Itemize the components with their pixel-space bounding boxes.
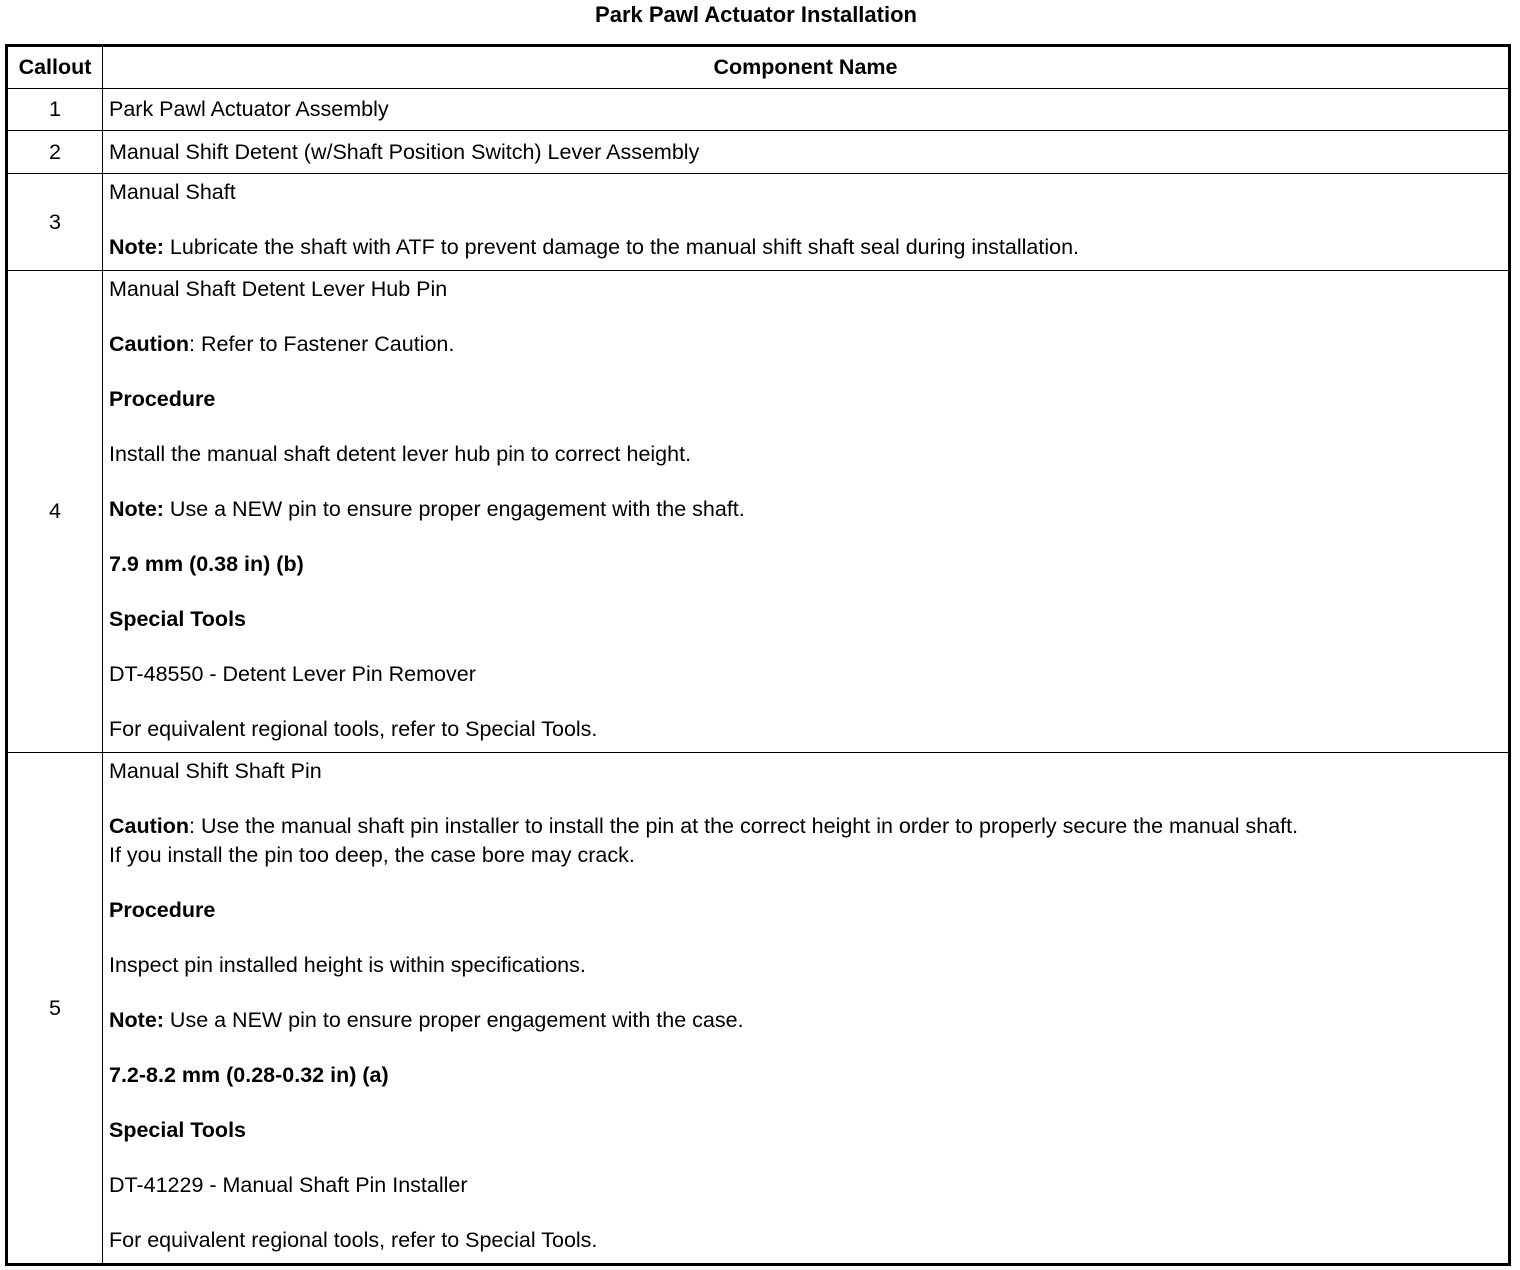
callout-column-header: Callout bbox=[7, 46, 103, 89]
component-name-column-header: Component Name bbox=[103, 46, 1510, 89]
note-text: Lubricate the shaft with ATF to prevent damage to the manual shift shaft seal during installation. bbox=[163, 235, 1079, 259]
callout-number: 3 bbox=[7, 174, 103, 271]
special-tools-heading: Special Tools bbox=[109, 607, 246, 631]
caution-paragraph bbox=[109, 330, 1502, 359]
table-header-row bbox=[7, 46, 1510, 89]
component-name: Manual Shift Detent (w/Shaft Position Switch) Lever Assembly bbox=[103, 131, 1510, 174]
note-label: Note: bbox=[109, 1008, 164, 1032]
component-name: Manual Shaft bbox=[109, 180, 236, 204]
table-row bbox=[7, 89, 1510, 131]
caution-paragraph bbox=[109, 812, 1502, 841]
note-text: Use a NEW pin to ensure proper engagement with the shaft. bbox=[163, 497, 745, 521]
components-table bbox=[5, 44, 1511, 1266]
caution-label: Caution bbox=[109, 332, 190, 356]
special-tools-reference: For equivalent regional tools, refer to Special Tools. bbox=[109, 717, 598, 741]
component-name: Manual Shaft Detent Lever Hub Pin bbox=[109, 277, 448, 301]
procedure-heading: Procedure bbox=[109, 387, 216, 411]
specification-value: 7.9 mm (0.38 in) (b) bbox=[109, 552, 304, 576]
special-tools-heading: Special Tools bbox=[109, 1118, 246, 1142]
note-paragraph bbox=[109, 495, 1502, 524]
component-cell bbox=[103, 753, 1510, 1265]
callout-number: 2 bbox=[7, 131, 103, 174]
caution-label: Caution bbox=[109, 814, 190, 838]
component-name: Manual Shift Shaft Pin bbox=[109, 759, 322, 783]
table-row bbox=[7, 174, 1510, 271]
note-label: Note: bbox=[109, 235, 164, 259]
component-cell bbox=[103, 271, 1510, 753]
special-tool-item: DT-41229 - Manual Shaft Pin Installer bbox=[109, 1173, 468, 1197]
table-row bbox=[7, 131, 1510, 174]
component-name: Park Pawl Actuator Assembly bbox=[103, 89, 1510, 131]
procedure-heading: Procedure bbox=[109, 898, 216, 922]
callout-number: 4 bbox=[7, 271, 103, 753]
caution-text: : Refer to Fastener Caution. bbox=[189, 332, 455, 356]
page-title: Park Pawl Actuator Installation bbox=[595, 2, 917, 27]
special-tools-reference: For equivalent regional tools, refer to Special Tools. bbox=[109, 1228, 598, 1252]
note-text: Use a NEW pin to ensure proper engagement with the case. bbox=[163, 1008, 744, 1032]
procedure-text: Install the manual shaft detent lever hub pin to correct height. bbox=[109, 442, 692, 466]
note-paragraph bbox=[109, 1006, 1502, 1035]
special-tool-item: DT-48550 - Detent Lever Pin Remover bbox=[109, 662, 476, 686]
table-row bbox=[7, 753, 1510, 1265]
caution-text: : Use the manual shaft pin installer to install the pin at the correct height in order to properly secure the manual shaft. bbox=[189, 814, 1299, 838]
note-label: Note: bbox=[109, 497, 164, 521]
specification-value: 7.2-8.2 mm (0.28-0.32 in) (a) bbox=[109, 1063, 389, 1087]
callout-number: 1 bbox=[7, 89, 103, 131]
procedure-text: Inspect pin installed height is within specifications. bbox=[109, 953, 586, 977]
table-row bbox=[7, 271, 1510, 753]
callout-number: 5 bbox=[7, 753, 103, 1265]
note-paragraph bbox=[109, 233, 1502, 262]
component-cell bbox=[103, 174, 1510, 271]
caution-continuation: If you install the pin too deep, the case bore may crack. bbox=[109, 843, 635, 867]
